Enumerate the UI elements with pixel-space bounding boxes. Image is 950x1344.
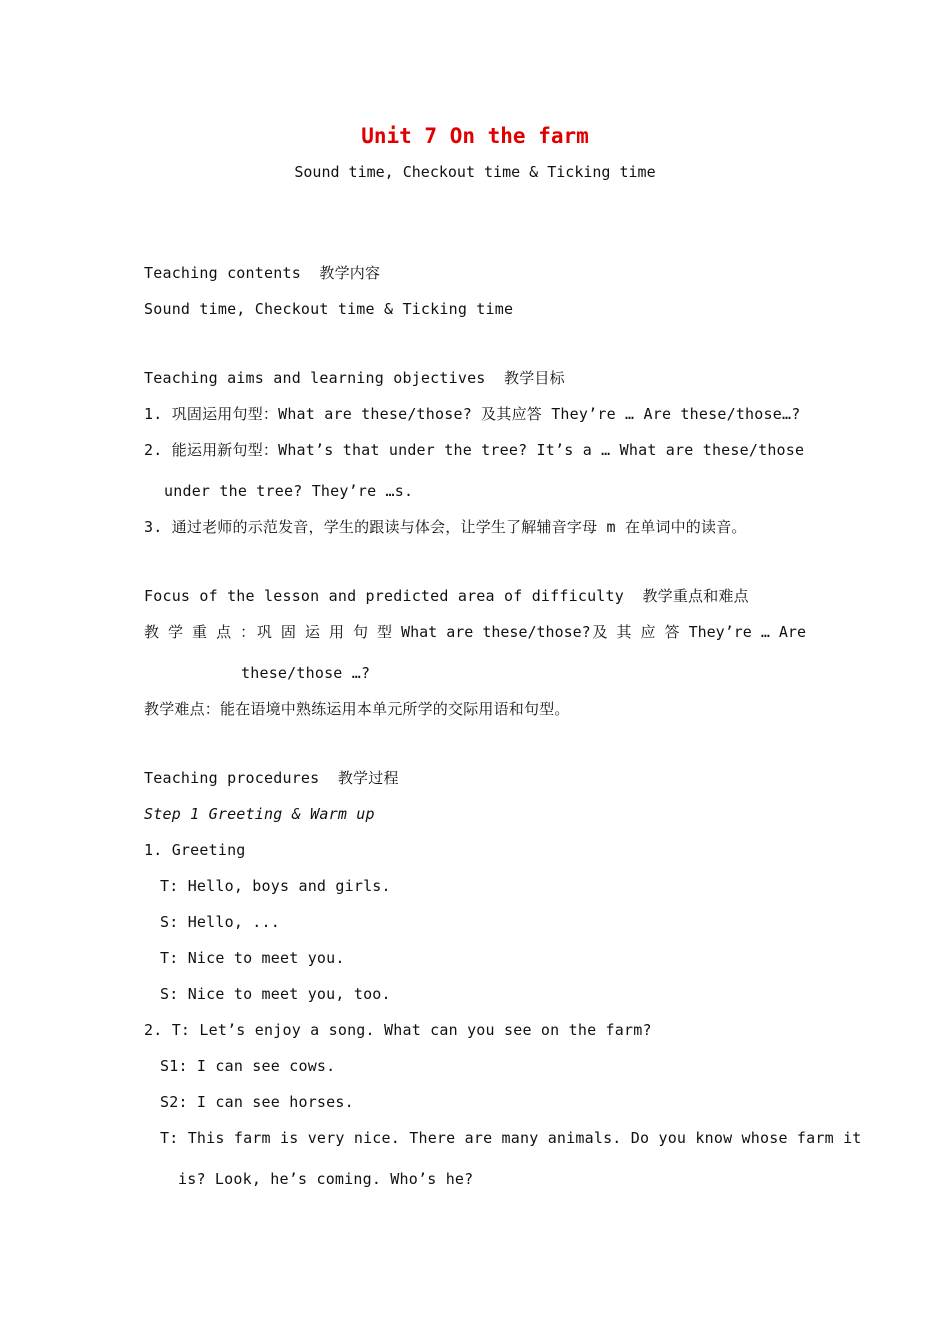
contents-text: Sound time, Checkout time & Ticking time: [144, 300, 514, 318]
dialogue-line: S: Hello, ...: [160, 913, 280, 931]
focus-key-pattern: 巩 固 运 用 句 型 What are these/those?: [256, 623, 591, 641]
dialogue-line: S2: I can see horses.: [160, 1093, 354, 1111]
aim-item-1: 1. 巩固运用句型：What are these/those? 及其应答 They’re … Are these/those…?: [144, 405, 801, 423]
document-title: Unit 7 On the farm: [361, 124, 589, 148]
step-1-heading: Step 1 Greeting & Warm up: [144, 805, 375, 823]
focus-key-line-2: these/those …?: [241, 664, 371, 682]
aim-item-3: 3. 通过老师的示范发音，学生的跟读与体会，让学生了解辅音字母 m 在单词中的读音。: [144, 518, 747, 536]
document-subtitle: Sound time, Checkout time & Ticking time: [294, 163, 656, 181]
aim-item-2-line-1: 2. 能运用新句型：What’s that under the tree? It’s a … What are these/those: [144, 441, 805, 459]
focus-difficulty: 教学难点：能在语境中熟练运用本单元所学的交际用语和句型。: [144, 700, 570, 718]
teacher-line-1: T: This farm is very nice. There are many animals. Do you know whose farm it: [160, 1129, 862, 1147]
song-line: 2. T: Let’s enjoy a song. What can you see on the farm?: [144, 1021, 652, 1039]
greeting-title: 1. Greeting: [144, 841, 246, 859]
dialogue-line: T: Nice to meet you.: [160, 949, 345, 967]
focus-heading: Focus of the lesson and predicted area of difficulty 教学重点和难点: [144, 587, 749, 605]
dialogue-line: S: Nice to meet you, too.: [160, 985, 391, 1003]
procedures-heading: Teaching procedures 教学过程: [144, 769, 399, 787]
contents-heading: Teaching contents 教学内容: [144, 264, 381, 282]
aim-item-2-line-2: under the tree? They’re …s.: [164, 482, 414, 500]
focus-key-reply: 及 其 应 答 They’re … Are: [592, 623, 806, 641]
focus-key-label: 教 学 重 点 ：: [144, 623, 256, 641]
dialogue-line: T: Hello, boys and girls.: [160, 877, 391, 895]
aims-heading: Teaching aims and learning objectives 教学目标: [144, 369, 565, 387]
focus-key-line-1: [144, 622, 806, 642]
dialogue-line: S1: I can see cows.: [160, 1057, 336, 1075]
teacher-line-2: is? Look, he’s coming. Who’s he?: [178, 1170, 474, 1188]
